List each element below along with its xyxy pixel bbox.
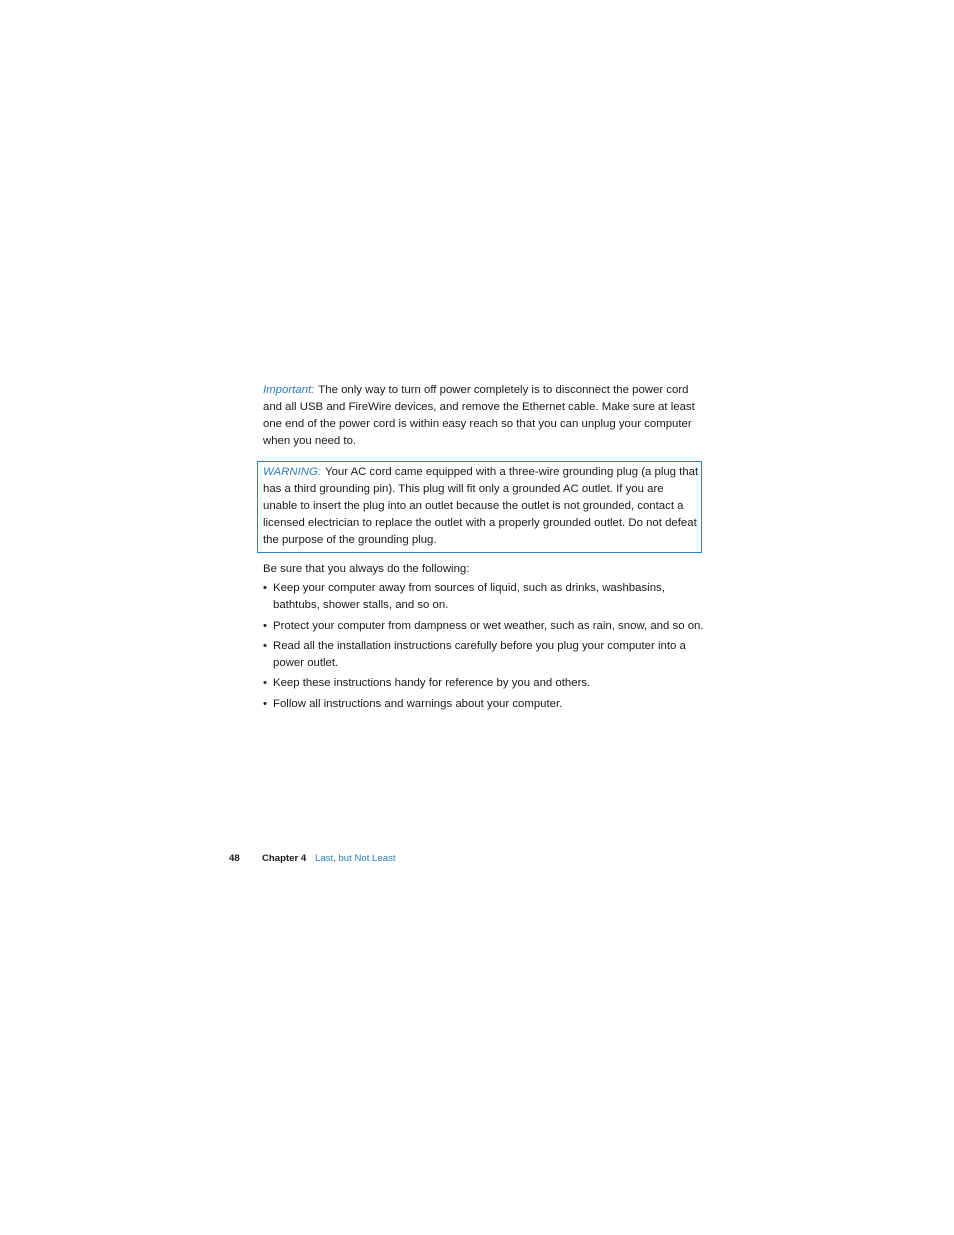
list-item bbox=[263, 696, 708, 713]
warning-note bbox=[263, 464, 700, 549]
bullet-icon: • bbox=[263, 582, 267, 594]
important-note bbox=[263, 382, 708, 450]
list-item-text: Keep your computer away from sources of liquid, such as drinks, washbasins, bathtubs, shower stalls, and so on. bbox=[273, 582, 665, 612]
bullet-icon: • bbox=[263, 639, 267, 652]
important-text: The only way to turn off power completely is to disconnect the power cord and all USB and FireWire devices, and remove the Ethernet cable. Make sure at least one end of the power cord is within easy reach so that you can unplug your computer when you need to. bbox=[263, 384, 695, 448]
list-item-text: Protect your computer from dampness or wet weather, such as rain, snow, and so on. bbox=[273, 619, 704, 632]
list-item bbox=[263, 638, 708, 673]
important-label: Important: bbox=[263, 384, 315, 396]
bullet-icon: • bbox=[263, 697, 267, 710]
chapter-label: Chapter 4 bbox=[262, 853, 307, 864]
list-item bbox=[263, 580, 708, 615]
page-number: 48 bbox=[229, 853, 240, 864]
bullet-icon: • bbox=[263, 619, 267, 632]
list-item bbox=[263, 675, 708, 692]
warning-text: Your AC cord came equipped with a three-wire grounding plug (a plug that has a third grounding pin). This plug will fit only a grounded AC outlet. If you are unable to insert the plug into an outlet because the outlet is not grounded, contact a licensed electrician to replace the outlet with a properly grounded outlet. Do not defeat the purpose of the grounding plug. bbox=[263, 466, 699, 547]
bullet-icon: • bbox=[263, 677, 267, 690]
warning-box bbox=[257, 461, 702, 553]
warning-label: WARNING: bbox=[263, 466, 322, 478]
safety-list bbox=[263, 580, 708, 716]
intro-text: Be sure that you always do the following: bbox=[263, 563, 470, 575]
list-item-text: Read all the installation instructions carefully before you plug your computer into a power outlet. bbox=[273, 639, 686, 670]
list-item-text: Keep these instructions handy for reference by you and others. bbox=[273, 677, 591, 690]
list-item-text: Follow all instructions and warnings about your computer. bbox=[273, 697, 563, 710]
list-item bbox=[263, 618, 708, 635]
chapter-title: Last, but Not Least bbox=[315, 853, 396, 864]
